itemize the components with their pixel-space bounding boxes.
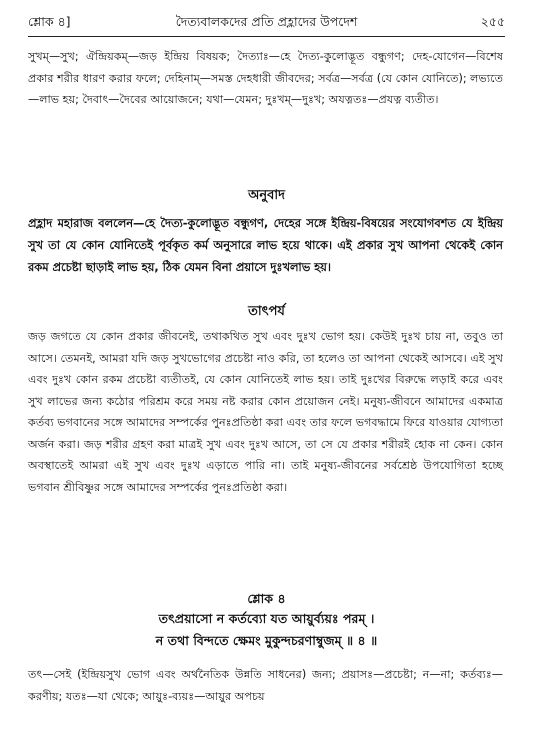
translation-heading: অনুবাদ [248, 188, 285, 203]
translation-section [28, 212, 503, 278]
purport-heading: তাৎপর্য [248, 304, 285, 319]
synonyms-paragraph: সুখম্—সুখ; ঐন্দ্রিয়কম্—জড় ইন্দ্রিয় বিষয়ক; দৈত্যাঃ—হে দৈত্য-কুলোদ্ভূত বন্ধুগণ; দেহ-যোগেন—বিশেষ প্রকার শরীর ধারণ করার ফলে; দেহিনাম্—সমস্ত দেহধারী জীবদের; সর্বত্র—সর্বত্র (যে কোন যোনিতে); লভ্যতে—লাভ হয়; দৈবাৎ—দৈবের আয়োজনে; যথা—যেমন; দুঃখম্—দুঃখ; অযত্নতঃ—প্রযত্ন ব্যতীত। [28, 50, 503, 106]
page-number: ২৫৫ [480, 14, 505, 29]
word-for-word-synonyms [28, 46, 503, 111]
next-synonyms [28, 664, 503, 707]
purport-section [28, 326, 503, 498]
sanskrit-verse-line-1: তৎপ্রয়াসো ন কর্তব্যো যত আয়ুর্ব্যয়ঃ পরম্ । [158, 611, 375, 626]
header-verse-ref: শ্লোক ৪] [28, 14, 71, 29]
sanskrit-verse-line-2: ন তথা বিন্দতে ক্ষেমং মুকুন্দচরণাম্বুজম্ ॥ ৪ ॥ [155, 633, 378, 648]
header-divider [28, 36, 505, 37]
running-header [28, 14, 505, 36]
translation-paragraph: প্রহ্লাদ মহারাজ বললেন—হে দৈত্য-কুলোদ্ভূত বন্ধুগণ, দেহের সঙ্গে ইন্দ্রিয়-বিষয়ের সংযোগবশত যে ইন্দ্রিয় সুখ তা যে কোন যোনিতেই পূর্বকৃত কর্ম অনুসারে লাভ হয়ে থাকে। এই প্রকার সুখ আপনা থেকেই কোন রকম প্রচেষ্টা ছাড়াই লাভ হয়, ঠিক যেমন বিনা প্রয়াসে দুঃখলাভ হয়। [28, 216, 503, 274]
header-chapter-title: দৈত্যবালকদের প্রতি প্রহ্লাদের উপদেশ [175, 14, 358, 29]
purport-paragraph: জড় জগতে যে কোন প্রকার জীবনেই, তথাকথিত সুখ এবং দুঃখ ভোগ হয়। কেউই দুঃখ চায় না, তবুও তা আসে। তেমনই, আমরা যদি জড় সুখভোগের প্রচেষ্টা নাও করি, তা হলেও তা আপনা থেকেই আসবে। এই সুখ এবং দুঃখ কোন রকম প্রচেষ্টা ব্যতীতই, যে কোন যোনিতেই লাভ হয়। তাই দুঃখের বিরুদ্ধে লড়াই করে এবং সুখ লাভের জন্য কঠোর পরিশ্রম করে সময় নষ্ট করার কোন প্রয়োজন নেই। মনুষ্য-জীবনে আমাদের একমাত্র কর্তব্য ভগবানের সঙ্গে আমাদের সম্পর্কের পুনঃপ্রতিষ্ঠা করা এবং তার ফলে ভগবদ্ধামে ফিরে যাওয়ার যোগ্যতা অর্জন করা। জড় শরীর গ্রহণ করা মাত্রই সুখ এবং দুঃখ আসে, তা সে যে প্রকার শরীরই হোক না কেন। কোন অবস্থাতেই আমরা এই সুখ এবং দুঃখ এড়াতে পারি না। তাই মনুষ্য-জীবনের সর্বশ্রেষ্ঠ উপযোগিতা হচ্ছে ভগবান শ্রীবিষ্ণুর সঙ্গে আমাদের সম্পর্কের পুনঃপ্রতিষ্ঠা করা। [28, 330, 503, 494]
next-synonyms-paragraph: তৎ—সেই (ইন্দ্রিয়সুখ ভোগ এবং অর্থনৈতিক উন্নতি সাধনের) জন্য; প্রয়াসঃ—প্রচেষ্টা; ন—না; কর্তব্যঃ—করণীয়; যতঃ—যা থেকে; আয়ুঃ-ব্যয়ঃ—আয়ুর অপচয় [28, 668, 503, 703]
verse-number-heading: শ্লোক ৪ [247, 591, 286, 606]
